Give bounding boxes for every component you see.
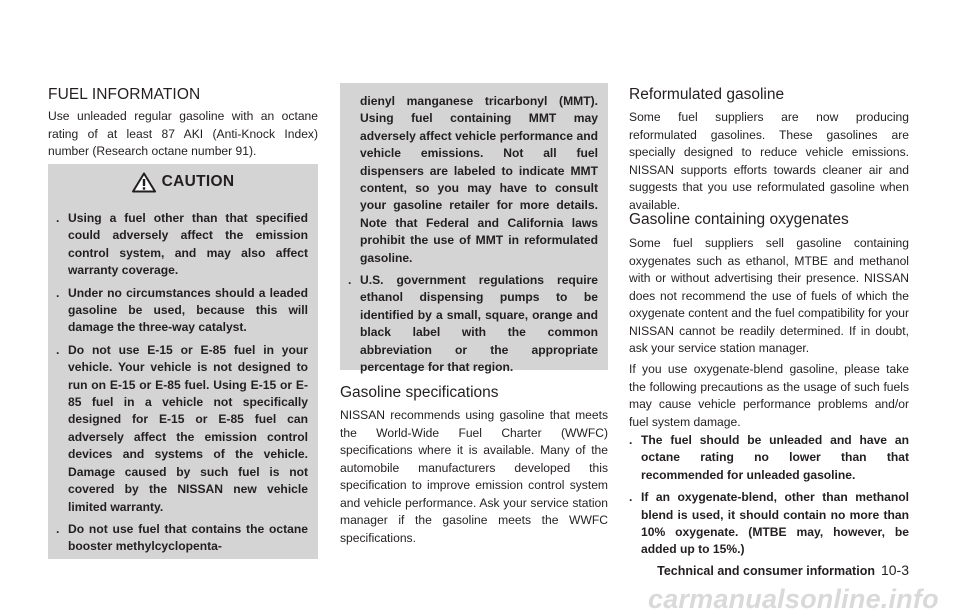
caution-item: . Under no circumstances should a leaded gasoline be used, because this will damage the three-way catalyst.	[56, 285, 308, 335]
caution-header	[48, 164, 318, 200]
heading-gasoline-oxygenates: Gasoline containing oxygenates	[629, 211, 849, 228]
warning-triangle-icon	[132, 172, 156, 193]
list-item: . If an oxygenate-blend, other than methanol blend is used, it should contain no more than 10% oxygenate. (MTBE may, however, be added up to 15%.)	[629, 490, 909, 557]
caution-item: . U.S. government regulations require ethanol dispensing pumps to be identified by a small, square, orange and black label with the common abbreviation or the appropriate percentage for that region.	[348, 273, 598, 375]
heading-reformulated-gasoline: Reformulated gasoline	[629, 86, 785, 103]
caution-title: CAUTION	[161, 173, 235, 190]
footer-label: Technical and consumer information	[657, 564, 875, 578]
caution-item: . Using a fuel other than that specified could adversely affect the emission control system, and may also affect warranty coverage.	[56, 211, 308, 278]
list-item: . The fuel should be unleaded and have an octane rating no lower than that recommended for unleaded gasoline.	[629, 433, 909, 482]
oxygenates-list	[621, 432, 909, 559]
oxygenates-text-1: Some fuel suppliers sell gasoline containing oxygenates such as ethanol, MTBE and methanol with or without advertising their presence. NISSAN does not recommend the use of fuels of which the oxygenate content and the fuel compatibility for your NISSAN cannot be readily determined. If in doubt, ask your service station manager.	[629, 236, 909, 355]
caution-item: . Do not use fuel that contains the octane booster methylcyclopenta-	[56, 521, 308, 554]
caution-item: . Do not use E-15 or E-85 fuel in your vehicle. Your vehicle is not designed to run on E-15 or E-85 fuel. Using E-15 or E-85 fuel in a vehicle not specifically designed for E-15 or E-85 fuel can adversely affect the emission control devices and systems of the vehicle. Damage caused by such fuel is not covered by the NISSAN new vehicle limited warranty.	[56, 342, 308, 514]
section-title: FUEL INFORMATION	[48, 86, 201, 103]
watermark: carmanualsonline.info	[648, 584, 939, 614]
gasoline-specifications-text: NISSAN recommends using gasoline that meets the World-Wide Fuel Charter (WWFC) specifications where it is available. Many of the automobile manufacturers developed this specification to improve emission control system and vehicle performance. Ask your service station manager if the gasoline meets the WWFC specifications.	[340, 408, 608, 545]
page-footer	[657, 562, 909, 578]
page-number: 10-3	[880, 562, 909, 578]
heading-gasoline-specifications: Gasoline specifications	[340, 384, 499, 401]
caution-box-continued	[340, 83, 608, 375]
caution-box	[48, 164, 318, 559]
reformulated-gasoline-text: Some fuel suppliers are now producing reformulated gasolines. These gasolines are specially designed to reduce vehicle emissions. NISSAN supports efforts towards cleaner air and suggests that you use reformulated gasoline when available.	[629, 110, 909, 212]
oxygenates-text-2: If you use oxygenate-blend gasoline, please take the following precautions as the usage of such fuels may cause vehicle performance problems and/or fuel system damage.	[629, 362, 909, 429]
caution-item: dienyl manganese tricarbonyl (MMT). Using fuel containing MMT may adversely affect vehicle performance and vehicle emissions. Not all fuel dispensers are labeled to indicate MMT content, so you may have to consult your gasoline retailer for more details. Note that Federal and California laws prohibit the use of MMT in reformulated gasoline.	[360, 94, 598, 265]
intro-text: Use unleaded regular gasoline with an octane rating of at least 87 AKI (Anti-Knock Index) number (Research octane number 91).	[48, 109, 318, 158]
